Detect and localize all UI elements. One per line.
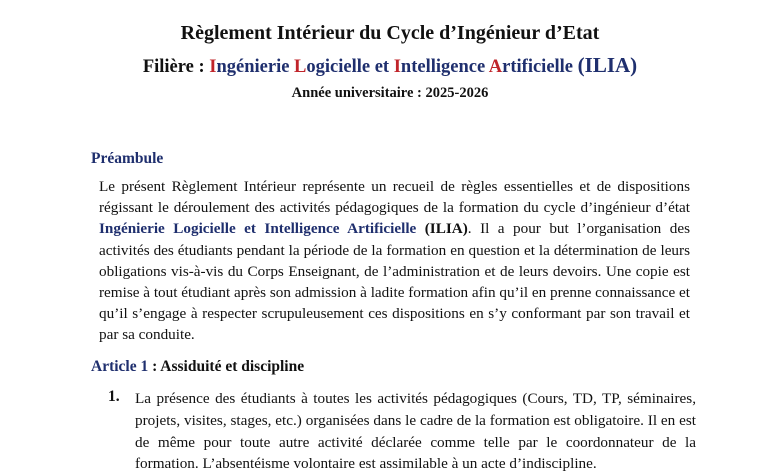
preambule-text-end: . Il a pour but l’organisation des activités des étudiants pendant la période de la formation en question et la détermination de leurs obligations vis-à-vis du Corps Enseignant, de l’administration et de leurs devoirs. Une copie est remise à tout étudiant après son admission à ladite formation afin qu’il en prenne connaissance et qu’il s’engage à respecter scrupuleusement ces dispositions en s’y conformant par son travail et par sa conduite. [99,220,690,344]
filiere-initial-i2: I [393,57,401,77]
filiere-word-rtificielle: rtificielle [502,57,578,77]
filiere-word-ogicielle: ogicielle et [306,57,394,77]
article-1-title: : Assiduité et discipline [148,358,305,375]
filiere-word-ngenierie: ngénierie [216,57,295,77]
filiere-word-ntelligence: ntelligence [400,57,489,77]
document-title: Règlement Intérieur du Cycle d’Ingénieur d’Etat [180,22,600,44]
preambule-text-start: Le présent Règlement Intérieur représente un recueil de règles essentielles et de dispositions régissant le déroulement des activités pédagogiques de la formation du cycle d’ingénieur d’état [99,178,690,217]
list-item-number: 1. [108,388,120,405]
academic-year: Année universitaire : 2025-2026 [291,85,489,101]
filiere-initial-a: A [488,57,503,77]
article-1-number: Article 1 [91,358,149,375]
filiere-initial-l: L [294,57,307,77]
preambule-program-name: Ingénierie Logicielle et Intelligence Artificielle [99,220,417,238]
preambule-paragraph [99,176,690,346]
article-1-heading [91,358,304,376]
filiere-acronym: (ILIA) [577,53,638,77]
filiere-initial-i: I [209,57,217,77]
preambule-heading: Préambule [91,150,164,167]
filiere-line [0,53,780,78]
filiere-label: Filière : [142,57,205,77]
list-item-text: La présence des étudiants à toutes les activités pédagogiques (Cours, TD, TP, séminaires, projets, visites, stages, etc.) organisées dans le cadre de la formation est obligatoire. Il en est de même pour toute autre activité déclarée comme telle par le coordonnateur de la formation. L’absentéisme volontaire est assimilable à un acte d’indiscipline. [135,390,696,473]
preambule-program-acronym: (ILIA) [416,220,468,238]
